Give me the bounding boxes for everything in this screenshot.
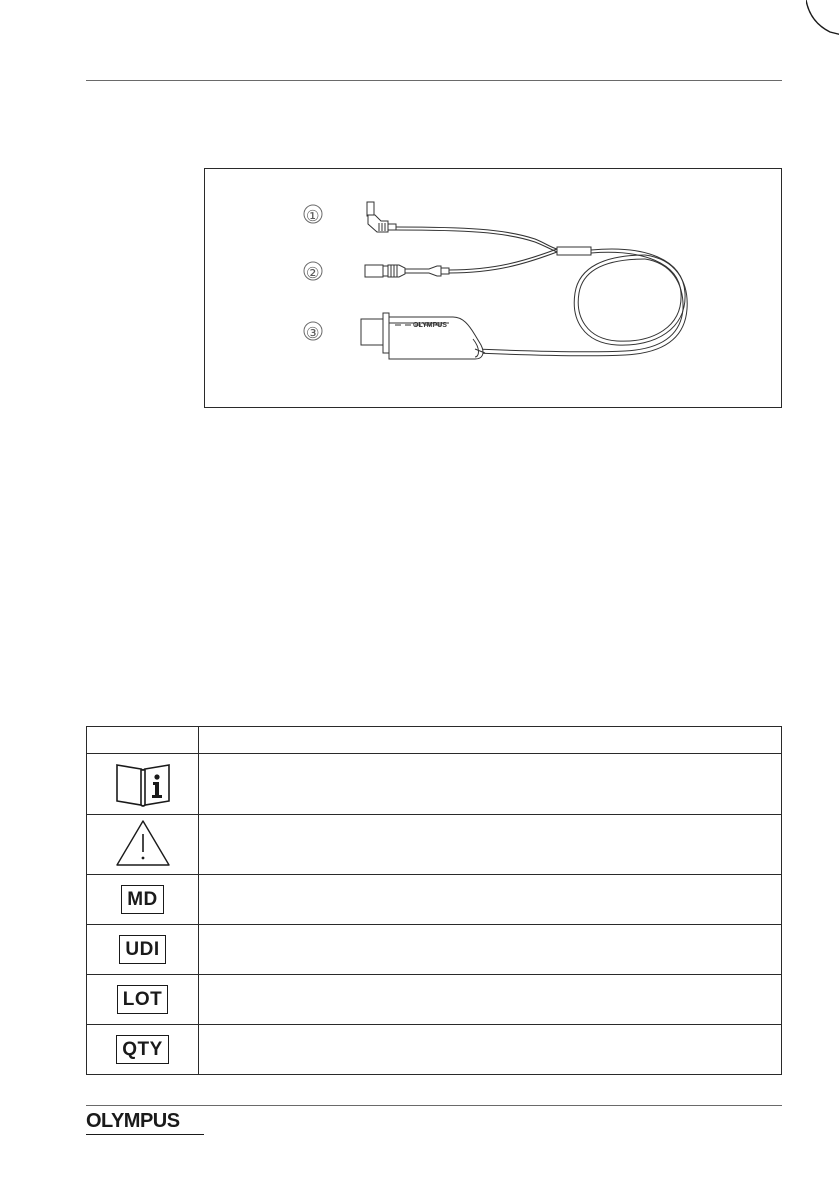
svg-text:②: ② — [306, 265, 320, 282]
table-header-row — [87, 727, 782, 754]
logo-underline — [86, 1134, 204, 1135]
header-cell-symbol — [87, 727, 199, 754]
callout-3 — [304, 322, 322, 342]
cable-coil — [475, 249, 687, 356]
footer-rule — [86, 1105, 782, 1106]
row-description — [199, 975, 782, 1025]
row-description — [199, 815, 782, 875]
callout-1 — [304, 205, 322, 225]
olympus-logo — [86, 1111, 206, 1137]
row-description — [199, 1025, 782, 1075]
row-description — [199, 875, 782, 925]
cable-figure — [204, 168, 782, 408]
udi-symbol: UDI — [119, 935, 165, 964]
row-description — [199, 925, 782, 975]
table-row — [87, 875, 782, 925]
crop-mark-icon — [806, 0, 839, 40]
header-rule — [86, 80, 782, 81]
svg-text:③: ③ — [306, 325, 320, 342]
qty-symbol: QTY — [116, 1035, 169, 1064]
callout-2 — [304, 262, 322, 282]
svg-text:①: ① — [306, 208, 320, 225]
lot-symbol: LOT — [117, 985, 169, 1014]
connector-brand-label: OLYMPUS — [413, 322, 447, 329]
table-row — [87, 815, 782, 875]
instructions-for-use-icon — [113, 759, 173, 807]
junction-sleeve — [557, 247, 591, 255]
md-symbol: MD — [121, 885, 164, 914]
table-row — [87, 925, 782, 975]
symbols-table — [86, 726, 782, 1075]
cable-illustration — [205, 169, 781, 407]
header-cell-description — [199, 727, 782, 754]
connector-3 — [361, 313, 485, 359]
table-row — [87, 1025, 782, 1075]
logo-text: OLYMPUS — [86, 1110, 180, 1132]
table-row — [87, 975, 782, 1025]
table-row — [87, 754, 782, 815]
warning-triangle-icon — [114, 818, 172, 868]
row-description — [199, 754, 782, 815]
connector-2 — [365, 265, 449, 277]
connector-1 — [367, 202, 396, 232]
